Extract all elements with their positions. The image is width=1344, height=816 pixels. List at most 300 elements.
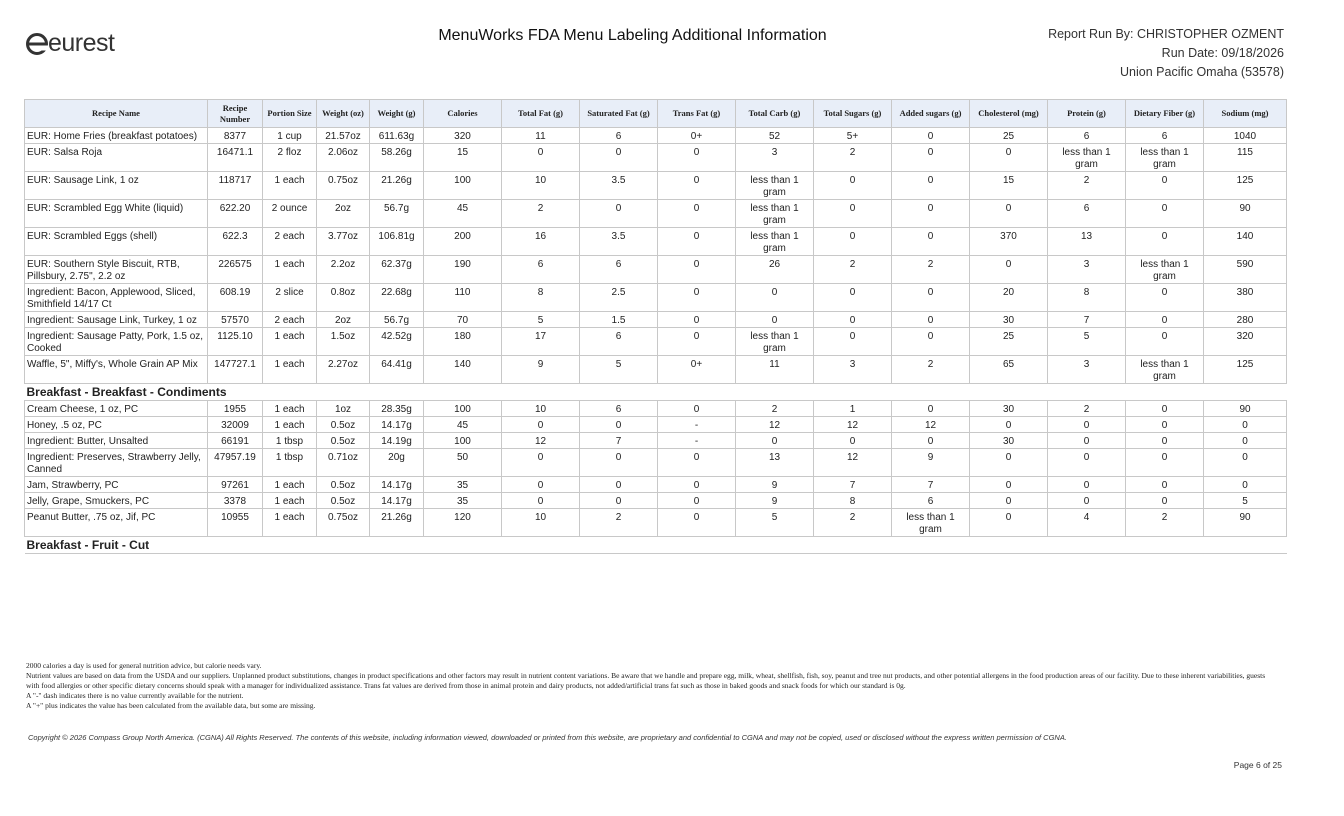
table-cell: 2.2oz bbox=[317, 256, 370, 284]
table-cell: 0 bbox=[658, 328, 736, 356]
footnote: A "+" plus indicates the value has been calculated from the available data, but some are missing. bbox=[26, 701, 316, 710]
section-header-row bbox=[25, 537, 1287, 554]
table-cell: 0.8oz bbox=[317, 284, 370, 312]
table-cell: 0 bbox=[1048, 433, 1126, 449]
table-row bbox=[25, 312, 1287, 328]
table-cell: 370 bbox=[970, 228, 1048, 256]
table-cell: 0 bbox=[1126, 417, 1204, 433]
table-cell: 2 bbox=[892, 256, 970, 284]
table-cell: 3378 bbox=[208, 493, 263, 509]
recipe-name-cell: EUR: Salsa Roja bbox=[25, 144, 208, 172]
recipe-name-cell: EUR: Scrambled Egg White (liquid) bbox=[25, 200, 208, 228]
table-row bbox=[25, 356, 1287, 384]
table-cell: 0 bbox=[892, 228, 970, 256]
column-header: Weight (g) bbox=[370, 100, 424, 128]
table-cell: less than 1 gram bbox=[1126, 256, 1204, 284]
table-cell: 6 bbox=[502, 256, 580, 284]
table-cell: 2 bbox=[736, 401, 814, 417]
column-header: Protein (g) bbox=[1048, 100, 1126, 128]
table-cell: 0 bbox=[1126, 449, 1204, 477]
table-cell: 110 bbox=[424, 284, 502, 312]
table-cell: 12 bbox=[814, 417, 892, 433]
table-cell: 380 bbox=[1204, 284, 1287, 312]
table-cell: 0.71oz bbox=[317, 449, 370, 477]
table-row bbox=[25, 128, 1287, 144]
table-cell: 2.5 bbox=[580, 284, 658, 312]
column-header: Trans Fat (g) bbox=[658, 100, 736, 128]
table-cell: 2oz bbox=[317, 312, 370, 328]
table-cell: 0.75oz bbox=[317, 509, 370, 537]
table-cell: 2.06oz bbox=[317, 144, 370, 172]
table-cell: 2 ounce bbox=[263, 200, 317, 228]
table-cell: 7 bbox=[1048, 312, 1126, 328]
section-label: Breakfast - Breakfast - Condiments bbox=[25, 384, 1287, 401]
table-cell: 0 bbox=[658, 284, 736, 312]
table-cell: 56.7g bbox=[370, 200, 424, 228]
table-cell: 30 bbox=[970, 401, 1048, 417]
table-row bbox=[25, 509, 1287, 537]
table-row bbox=[25, 144, 1287, 172]
table-cell: 1 each bbox=[263, 172, 317, 200]
table-cell: 622.20 bbox=[208, 200, 263, 228]
table-cell: 3 bbox=[1048, 356, 1126, 384]
table-cell: 10 bbox=[502, 172, 580, 200]
table-cell: 0 bbox=[814, 172, 892, 200]
table-cell: 22.68g bbox=[370, 284, 424, 312]
table-cell: 21.26g bbox=[370, 509, 424, 537]
table-cell: 7 bbox=[892, 477, 970, 493]
table-cell: 9 bbox=[892, 449, 970, 477]
column-header: Weight (oz) bbox=[317, 100, 370, 128]
column-header: Dietary Fiber (g) bbox=[1126, 100, 1204, 128]
table-cell: 97261 bbox=[208, 477, 263, 493]
table-cell: 35 bbox=[424, 493, 502, 509]
table-cell: 30 bbox=[970, 312, 1048, 328]
table-cell: 62.37g bbox=[370, 256, 424, 284]
table-cell: 0.5oz bbox=[317, 477, 370, 493]
table-cell: 0 bbox=[1126, 312, 1204, 328]
table-cell: 590 bbox=[1204, 256, 1287, 284]
table-cell: 13 bbox=[1048, 228, 1126, 256]
recipe-name-cell: Ingredient: Sausage Patty, Pork, 1.5 oz, Cooked bbox=[25, 328, 208, 356]
table-cell: 5 bbox=[1048, 328, 1126, 356]
table-cell: 25 bbox=[970, 328, 1048, 356]
table-cell: 42.52g bbox=[370, 328, 424, 356]
table-cell: 120 bbox=[424, 509, 502, 537]
table-cell: 20 bbox=[970, 284, 1048, 312]
eurest-logo-icon bbox=[26, 31, 48, 55]
table-cell: 7 bbox=[814, 477, 892, 493]
column-header: Sodium (mg) bbox=[1204, 100, 1287, 128]
table-cell: 0 bbox=[892, 328, 970, 356]
table-cell: 20g bbox=[370, 449, 424, 477]
table-row bbox=[25, 477, 1287, 493]
table-row bbox=[25, 417, 1287, 433]
table-cell: 56.7g bbox=[370, 312, 424, 328]
table-row bbox=[25, 401, 1287, 417]
table-cell: 608.19 bbox=[208, 284, 263, 312]
table-cell: 1 bbox=[814, 401, 892, 417]
location: Union Pacific Omaha (53578) bbox=[1120, 65, 1284, 79]
table-cell: 11 bbox=[502, 128, 580, 144]
table-cell: less than 1 gram bbox=[736, 228, 814, 256]
table-cell: 4 bbox=[1048, 509, 1126, 537]
table-cell: 0 bbox=[580, 449, 658, 477]
table-cell: 622.3 bbox=[208, 228, 263, 256]
table-cell: 0 bbox=[892, 128, 970, 144]
page-number: Page 6 of 25 bbox=[1233, 760, 1282, 770]
table-cell: 280 bbox=[1204, 312, 1287, 328]
table-cell: 2 each bbox=[263, 228, 317, 256]
table-cell: 0 bbox=[1204, 417, 1287, 433]
table-cell: 10955 bbox=[208, 509, 263, 537]
footnote: 2000 calories a day is used for general nutrition advice, but calorie needs vary. bbox=[26, 661, 262, 670]
table-row bbox=[25, 256, 1287, 284]
table-cell: 2.27oz bbox=[317, 356, 370, 384]
column-header: Recipe Name bbox=[25, 100, 208, 128]
table-cell: 1 tbsp bbox=[263, 433, 317, 449]
report-title: MenuWorks FDA Menu Labeling Additional Information bbox=[438, 27, 827, 44]
table-cell: 0 bbox=[970, 493, 1048, 509]
table-cell: 6 bbox=[580, 401, 658, 417]
table-cell: 0 bbox=[502, 477, 580, 493]
table-cell: 1.5 bbox=[580, 312, 658, 328]
recipe-name-cell: Ingredient: Sausage Link, Turkey, 1 oz bbox=[25, 312, 208, 328]
table-row bbox=[25, 328, 1287, 356]
table-cell: - bbox=[658, 417, 736, 433]
table-cell: 0 bbox=[892, 200, 970, 228]
table-cell: 15 bbox=[424, 144, 502, 172]
table-cell: 2 bbox=[892, 356, 970, 384]
table-cell: 10 bbox=[502, 401, 580, 417]
table-cell: 0 bbox=[658, 493, 736, 509]
table-cell: 0 bbox=[1126, 200, 1204, 228]
table-cell: 12 bbox=[736, 417, 814, 433]
table-cell: 3 bbox=[1048, 256, 1126, 284]
recipe-name-cell: Cream Cheese, 1 oz, PC bbox=[25, 401, 208, 417]
table-cell: 1.5oz bbox=[317, 328, 370, 356]
table-cell: 2oz bbox=[317, 200, 370, 228]
table-cell: 1125.10 bbox=[208, 328, 263, 356]
table-cell: 1 each bbox=[263, 509, 317, 537]
footnote: A "-" dash indicates there is no value currently available for the nutrient. bbox=[26, 691, 244, 700]
table-cell: 5+ bbox=[814, 128, 892, 144]
table-cell: 9 bbox=[736, 477, 814, 493]
table-cell: 0.5oz bbox=[317, 417, 370, 433]
table-cell: 0 bbox=[1204, 433, 1287, 449]
table-cell: 118717 bbox=[208, 172, 263, 200]
table-cell: less than 1 gram bbox=[736, 200, 814, 228]
table-cell: 1955 bbox=[208, 401, 263, 417]
table-cell: 2 bbox=[814, 509, 892, 537]
table-cell: 0 bbox=[580, 477, 658, 493]
table-cell: 16 bbox=[502, 228, 580, 256]
table-cell: 180 bbox=[424, 328, 502, 356]
table-row bbox=[25, 200, 1287, 228]
table-cell: 12 bbox=[892, 417, 970, 433]
table-cell: 3.5 bbox=[580, 228, 658, 256]
table-cell: 0 bbox=[814, 312, 892, 328]
table-cell: less than 1 gram bbox=[736, 328, 814, 356]
table-cell: 1oz bbox=[317, 401, 370, 417]
table-cell: 125 bbox=[1204, 356, 1287, 384]
recipe-name-cell: Honey, .5 oz, PC bbox=[25, 417, 208, 433]
footnotes bbox=[26, 661, 1276, 711]
table-cell: 2 bbox=[814, 256, 892, 284]
table-cell: 5 bbox=[736, 509, 814, 537]
table-cell: 14.19g bbox=[370, 433, 424, 449]
table-cell: 1 each bbox=[263, 493, 317, 509]
table-row bbox=[25, 493, 1287, 509]
table-cell: 1 cup bbox=[263, 128, 317, 144]
recipe-name-cell: Ingredient: Butter, Unsalted bbox=[25, 433, 208, 449]
table-cell: 6 bbox=[1048, 128, 1126, 144]
table-cell: 0 bbox=[658, 228, 736, 256]
table-cell: 8 bbox=[502, 284, 580, 312]
table-cell: 0 bbox=[1126, 284, 1204, 312]
table-cell: less than 1 gram bbox=[1126, 356, 1204, 384]
copyright-notice: Copyright © 2026 Compass Group North America. (CGNA) All Rights Reserved. The contents of this website, including information viewed, downloaded or printed from this website, are proprietary and confidential to CGNA and may not be copied, used or disclosed without the express written permission of CGNA. bbox=[28, 733, 1067, 742]
table-cell: 0 bbox=[1126, 493, 1204, 509]
table-cell: 0 bbox=[1048, 449, 1126, 477]
table-cell: 147727.1 bbox=[208, 356, 263, 384]
table-cell: 1 each bbox=[263, 256, 317, 284]
table-cell: 8377 bbox=[208, 128, 263, 144]
table-cell: 9 bbox=[502, 356, 580, 384]
table-cell: 0 bbox=[658, 509, 736, 537]
table-cell: 64.41g bbox=[370, 356, 424, 384]
table-cell: 2 bbox=[814, 144, 892, 172]
table-cell: 2 each bbox=[263, 312, 317, 328]
eurest-logo bbox=[26, 28, 126, 62]
table-cell: 0 bbox=[580, 200, 658, 228]
table-cell: 1 each bbox=[263, 401, 317, 417]
recipe-name-cell: EUR: Home Fries (breakfast potatoes) bbox=[25, 128, 208, 144]
table-cell: less than 1 gram bbox=[736, 172, 814, 200]
column-header: Portion Size bbox=[263, 100, 317, 128]
table-cell: 0 bbox=[892, 401, 970, 417]
table-cell: 0 bbox=[814, 433, 892, 449]
table-cell: 26 bbox=[736, 256, 814, 284]
table-cell: 0 bbox=[970, 509, 1048, 537]
table-cell: 50 bbox=[424, 449, 502, 477]
table-cell: 9 bbox=[736, 493, 814, 509]
table-cell: 90 bbox=[1204, 509, 1287, 537]
table-cell: 0 bbox=[1126, 228, 1204, 256]
table-cell: 3.77oz bbox=[317, 228, 370, 256]
table-cell: 100 bbox=[424, 433, 502, 449]
table-cell: 0 bbox=[892, 433, 970, 449]
table-row bbox=[25, 449, 1287, 477]
table-cell: 0 bbox=[1204, 477, 1287, 493]
column-header: Total Sugars (g) bbox=[814, 100, 892, 128]
table-cell: 30 bbox=[970, 433, 1048, 449]
table-cell: 0.75oz bbox=[317, 172, 370, 200]
column-header: Recipe Number bbox=[208, 100, 263, 128]
nutrition-table bbox=[24, 99, 1287, 554]
table-cell: less than 1 gram bbox=[1126, 144, 1204, 172]
table-cell: 2 bbox=[1048, 172, 1126, 200]
table-cell: 1 tbsp bbox=[263, 449, 317, 477]
table-cell: 3.5 bbox=[580, 172, 658, 200]
table-cell: 0 bbox=[814, 200, 892, 228]
table-cell: 57570 bbox=[208, 312, 263, 328]
table-cell: 0 bbox=[814, 328, 892, 356]
table-cell: 14.17g bbox=[370, 477, 424, 493]
table-cell: 6 bbox=[580, 328, 658, 356]
table-cell: 0 bbox=[1204, 449, 1287, 477]
table-cell: 0 bbox=[502, 417, 580, 433]
table-cell: 0 bbox=[658, 449, 736, 477]
table-cell: 14.17g bbox=[370, 417, 424, 433]
table-cell: 32009 bbox=[208, 417, 263, 433]
table-cell: 1 each bbox=[263, 328, 317, 356]
table-cell: 0 bbox=[580, 417, 658, 433]
table-cell: 0 bbox=[970, 256, 1048, 284]
table-cell: 14.17g bbox=[370, 493, 424, 509]
table-cell: 5 bbox=[1204, 493, 1287, 509]
table-cell: 2 bbox=[502, 200, 580, 228]
table-cell: 0 bbox=[892, 312, 970, 328]
column-header: Saturated Fat (g) bbox=[580, 100, 658, 128]
table-cell: 0 bbox=[1126, 172, 1204, 200]
table-cell: 0 bbox=[1126, 477, 1204, 493]
table-cell: 15 bbox=[970, 172, 1048, 200]
table-cell: 12 bbox=[502, 433, 580, 449]
table-cell: 100 bbox=[424, 401, 502, 417]
table-cell: 0 bbox=[580, 144, 658, 172]
table-cell: 0 bbox=[658, 256, 736, 284]
table-cell: 0 bbox=[736, 284, 814, 312]
table-cell: 35 bbox=[424, 477, 502, 493]
table-cell: 66191 bbox=[208, 433, 263, 449]
table-header bbox=[25, 100, 1287, 128]
footnote: Nutrient values are based on data from the USDA and our suppliers. Unplanned product substitutions, changes in product specifications and other factors may result in nutrient content variations. Be aware that we handle and prepare egg, milk, wheat, shellfish, fish, soy, peanut and tree nut products, and other potential allergens in the food production areas of our facility. Due to these inherent variabilities, guests with food allergies or other specific dietary concerns should speak with a manager for individualized assistance. Trans fat values are derived from those in animal protein and dairy products, not added/artificial trans fat such as those in baked goods and snack foods for which our standard is 0g. bbox=[26, 671, 1266, 690]
table-cell: 12 bbox=[814, 449, 892, 477]
table-cell: 45 bbox=[424, 417, 502, 433]
table-cell: 21.57oz bbox=[317, 128, 370, 144]
table-cell: 0 bbox=[502, 449, 580, 477]
table-cell: 0 bbox=[658, 477, 736, 493]
table-cell: 0 bbox=[970, 144, 1048, 172]
table-row bbox=[25, 433, 1287, 449]
table-cell: 0 bbox=[658, 172, 736, 200]
table-row bbox=[25, 172, 1287, 200]
table-cell: 0 bbox=[970, 477, 1048, 493]
table-cell: 2 bbox=[1048, 401, 1126, 417]
table-cell: 5 bbox=[580, 356, 658, 384]
table-cell: 47957.19 bbox=[208, 449, 263, 477]
table-cell: 1040 bbox=[1204, 128, 1287, 144]
run-date: Run Date: 09/18/2026 bbox=[1161, 46, 1284, 60]
recipe-name-cell: EUR: Southern Style Biscuit, RTB, Pillsbury, 2.75", 2.2 oz bbox=[25, 256, 208, 284]
table-cell: 13 bbox=[736, 449, 814, 477]
table-cell: 0 bbox=[736, 312, 814, 328]
table-cell: 90 bbox=[1204, 401, 1287, 417]
section-label: Breakfast - Fruit - Cut bbox=[25, 537, 1287, 554]
table-cell: 0+ bbox=[658, 356, 736, 384]
table-cell: 0 bbox=[736, 433, 814, 449]
report-info bbox=[1048, 25, 1284, 82]
table-cell: 52 bbox=[736, 128, 814, 144]
table-cell: 125 bbox=[1204, 172, 1287, 200]
table-cell: 28.35g bbox=[370, 401, 424, 417]
table-cell: 6 bbox=[892, 493, 970, 509]
table-cell: 11 bbox=[736, 356, 814, 384]
table-cell: 5 bbox=[502, 312, 580, 328]
table-cell: 45 bbox=[424, 200, 502, 228]
table-row bbox=[25, 228, 1287, 256]
table-cell: 0 bbox=[892, 284, 970, 312]
table-cell: 140 bbox=[1204, 228, 1287, 256]
table-cell: 100 bbox=[424, 172, 502, 200]
table-cell: 0 bbox=[658, 200, 736, 228]
table-cell: 0 bbox=[658, 401, 736, 417]
table-cell: 0 bbox=[658, 312, 736, 328]
table-cell: 16471.1 bbox=[208, 144, 263, 172]
report-run-by: Report Run By: CHRISTOPHER OZMENT bbox=[1048, 27, 1284, 41]
table-cell: 0 bbox=[814, 228, 892, 256]
table-cell: 65 bbox=[970, 356, 1048, 384]
column-header: Total Carb (g) bbox=[736, 100, 814, 128]
table-cell: - bbox=[658, 433, 736, 449]
table-cell: 1 each bbox=[263, 417, 317, 433]
table-cell: 0 bbox=[502, 493, 580, 509]
table-cell: 190 bbox=[424, 256, 502, 284]
table-cell: 1 each bbox=[263, 477, 317, 493]
table-cell: 0 bbox=[1048, 417, 1126, 433]
table-cell: 2 slice bbox=[263, 284, 317, 312]
table-cell: 0 bbox=[1126, 401, 1204, 417]
table-cell: 90 bbox=[1204, 200, 1287, 228]
table-cell: 115 bbox=[1204, 144, 1287, 172]
table-cell: 70 bbox=[424, 312, 502, 328]
table-cell: less than 1 gram bbox=[1048, 144, 1126, 172]
table-cell: 2 bbox=[580, 509, 658, 537]
table-cell: 0 bbox=[814, 284, 892, 312]
table-cell: 0 bbox=[892, 144, 970, 172]
table-cell: 8 bbox=[1048, 284, 1126, 312]
table-cell: 0 bbox=[970, 200, 1048, 228]
recipe-name-cell: EUR: Scrambled Eggs (shell) bbox=[25, 228, 208, 256]
table-cell: 0 bbox=[970, 417, 1048, 433]
table-cell: 0 bbox=[1126, 433, 1204, 449]
table-cell: 21.26g bbox=[370, 172, 424, 200]
table-cell: 3 bbox=[814, 356, 892, 384]
table-cell: 6 bbox=[580, 128, 658, 144]
recipe-name-cell: Jam, Strawberry, PC bbox=[25, 477, 208, 493]
table-cell: 0 bbox=[1048, 477, 1126, 493]
column-header: Cholesterol (mg) bbox=[970, 100, 1048, 128]
table-cell: 140 bbox=[424, 356, 502, 384]
table-cell: 0 bbox=[1048, 493, 1126, 509]
table-cell: 6 bbox=[1126, 128, 1204, 144]
table-cell: 320 bbox=[424, 128, 502, 144]
table-cell: 0 bbox=[580, 493, 658, 509]
table-cell: 0 bbox=[970, 449, 1048, 477]
section-header-row bbox=[25, 384, 1287, 401]
recipe-name-cell: Peanut Butter, .75 oz, Jif, PC bbox=[25, 509, 208, 537]
table-cell: 200 bbox=[424, 228, 502, 256]
table-cell: 0+ bbox=[658, 128, 736, 144]
table-cell: 106.81g bbox=[370, 228, 424, 256]
column-header: Added sugars (g) bbox=[892, 100, 970, 128]
recipe-name-cell: Ingredient: Preserves, Strawberry Jelly, Canned bbox=[25, 449, 208, 477]
table-cell: less than 1 gram bbox=[892, 509, 970, 537]
table-cell: 58.26g bbox=[370, 144, 424, 172]
logo-text: eurest bbox=[48, 29, 115, 57]
table-cell: 2 floz bbox=[263, 144, 317, 172]
